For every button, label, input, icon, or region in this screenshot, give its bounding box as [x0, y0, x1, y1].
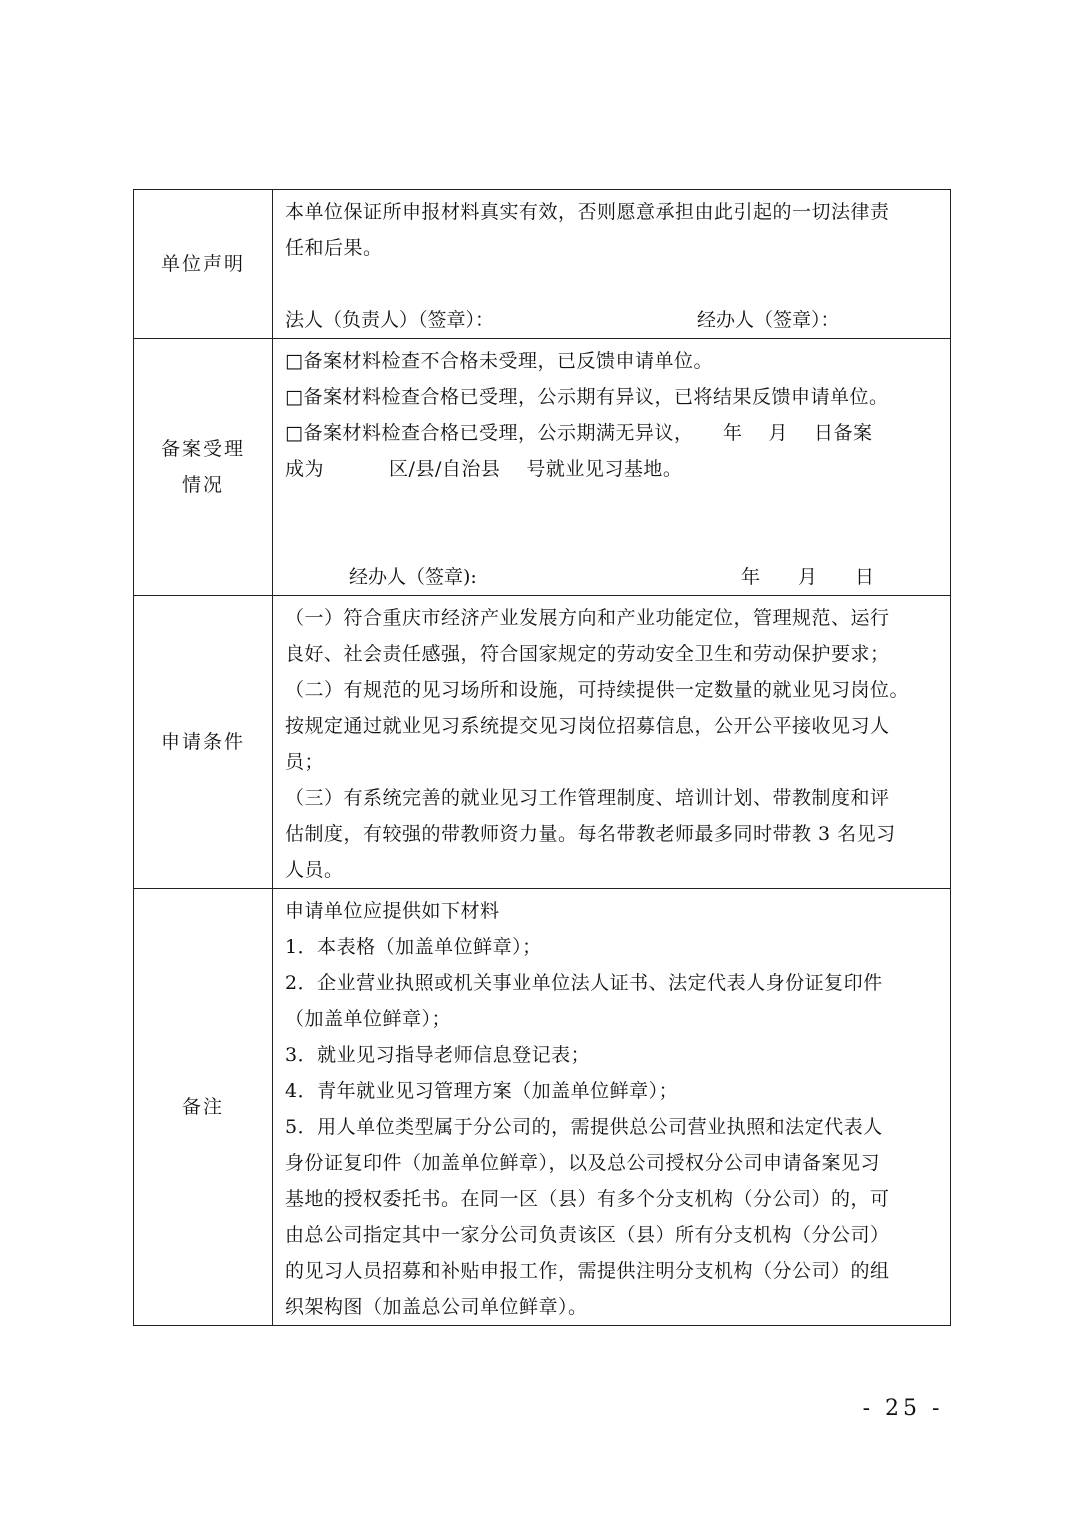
conditions-row [134, 596, 951, 889]
filing-form-table [133, 189, 951, 1326]
conditions-line: 员； [285, 751, 325, 773]
remarks-line: 3．就业见习指导老师信息登记表； [285, 1044, 591, 1066]
remarks-line: （加盖单位鲜章）； [285, 1008, 452, 1030]
declaration-line: 任和后果。 [285, 237, 383, 259]
remarks-content [273, 889, 951, 1326]
declaration-content [273, 190, 951, 339]
filing-option-2: □备案材料检查合格已受理，公示期有异议，已将结果反馈申请单位。 [285, 386, 889, 408]
conditions-line: 按规定通过就业见习系统提交见习岗位招募信息，公开公平接收见习人 [285, 715, 890, 737]
conditions-line: （一）符合重庆市经济产业发展方向和产业功能定位，管理规范、运行 [285, 607, 890, 629]
conditions-line: （二）有规范的见习场所和设施，可持续提供一定数量的就业见习岗位。 [285, 679, 910, 701]
remarks-line: 2．企业营业执照或机关事业单位法人证书、法定代表人身份证复印件 [285, 972, 883, 994]
conditions-content [273, 596, 951, 889]
remarks-line: 织架构图（加盖总公司单位鲜章）。 [285, 1296, 588, 1318]
filing-agent-signature: 经办人（签章): [349, 566, 477, 588]
filing-option-3: □备案材料检查合格已受理，公示期满无异议， 年 月 日备案 [285, 422, 873, 444]
remarks-row [134, 889, 951, 1326]
legal-representative-signature: 法人（负责人）（签章）： [285, 309, 495, 331]
filing-signature-row [285, 559, 942, 595]
remarks-line: 基地的授权委托书。在同一区（县）有多个分支机构（分公司）的，可 [285, 1188, 890, 1210]
filing-label-line: 情况 [181, 474, 224, 496]
conditions-line: 人员。 [285, 859, 344, 881]
filing-label-line: 备案受理 [160, 438, 245, 460]
declaration-line: 本单位保证所申报材料真实有效，否则愿意承担由此引起的一切法律责 [285, 201, 890, 223]
filing-date: 年 月 日 [741, 566, 875, 588]
page-number: - 25 - [862, 1396, 944, 1421]
conditions-line: （三）有系统完善的就业见习工作管理制度、培训计划、带教制度和评 [285, 787, 890, 809]
conditions-line: 估制度，有较强的带教师资力量。每名带教老师最多同时带教 3 名见习 [285, 823, 896, 845]
filing-option-1: □备案材料检查不合格未受理，已反馈申请单位。 [285, 350, 713, 372]
conditions-label: 申请条件 [134, 596, 273, 889]
remarks-line: 4．青年就业见习管理方案（加盖单位鲜章）； [285, 1080, 679, 1102]
filing-option-3-cont: 成为 区/县/自治县 号就业见习基地。 [285, 458, 683, 480]
remarks-line: 申请单位应提供如下材料 [285, 900, 500, 922]
declaration-row [134, 190, 951, 339]
agent-signature: 经办人（签章）： [697, 309, 840, 331]
declaration-label: 单位声明 [134, 190, 273, 339]
remarks-line: 身份证复印件（加盖单位鲜章），以及总公司授权分公司申请备案见习 [285, 1152, 881, 1174]
remarks-line: 由总公司指定其中一家分公司负责该区（县）所有分支机构（分公司） [285, 1224, 890, 1246]
remarks-line: 1．本表格（加盖单位鲜章）； [285, 936, 542, 958]
remarks-line: 5．用人单位类型属于分公司的，需提供总公司营业执照和法定代表人 [285, 1116, 883, 1138]
filing-row [134, 339, 951, 596]
declaration-signature-row [285, 302, 942, 338]
filing-label [134, 339, 273, 596]
remarks-line: 的见习人员招募和补贴申报工作，需提供注明分支机构（分公司）的组 [285, 1260, 890, 1282]
remarks-label: 备注 [134, 889, 273, 1326]
conditions-line: 良好、社会责任感强，符合国家规定的劳动安全卫生和劳动保护要求； [285, 643, 890, 665]
filing-content [273, 339, 951, 596]
